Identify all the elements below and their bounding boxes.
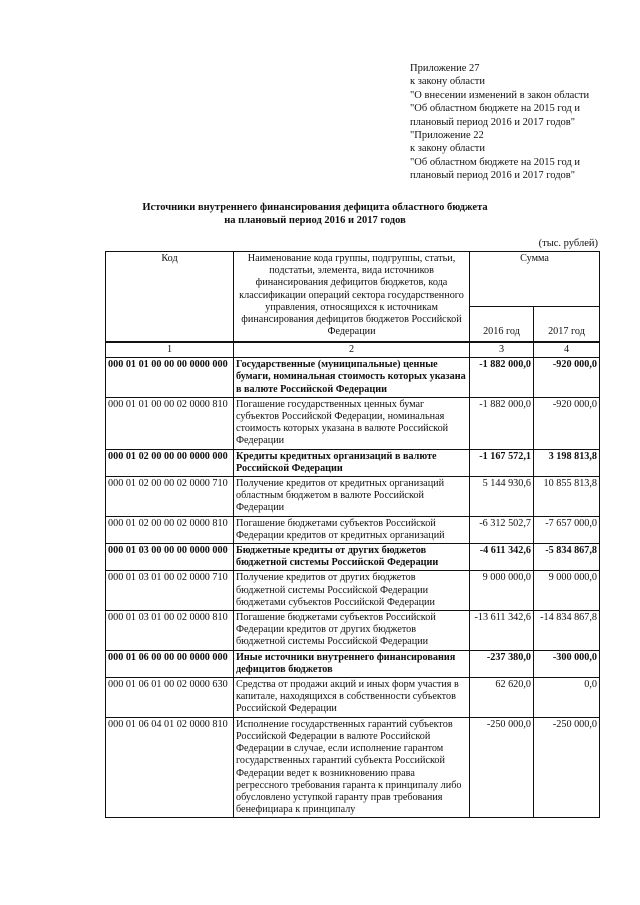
header-year-2017: 2017 год: [534, 307, 600, 343]
row-value-2017: 10 855 813,8: [534, 477, 600, 517]
row-value-2016: -237 380,0: [470, 650, 534, 677]
table-row: [106, 477, 600, 517]
row-value-2016: -6 312 502,7: [470, 516, 534, 543]
row-name: Кредиты кредитных организаций в валюте Российской Федерации: [234, 449, 470, 476]
row-value-2016: -13 611 342,6: [470, 611, 534, 651]
row-code: 000 01 01 00 00 02 0000 810: [106, 397, 234, 449]
row-code: 000 01 03 00 00 00 0000 000: [106, 544, 234, 571]
row-name: Получение кредитов от других бюджетов бюджетной системы Российской Федерации бюджетами субъектов Российской Федерации: [234, 571, 470, 611]
row-name: Бюджетные кредиты от других бюджетов бюджетной системы Российской Федерации: [234, 544, 470, 571]
row-value-2017: 9 000 000,0: [534, 571, 600, 611]
header-sum: Сумма: [470, 252, 600, 307]
appendix-line: "Об областном бюджете на 2015 год и: [410, 103, 581, 115]
row-code: 000 01 01 00 00 00 0000 000: [106, 358, 234, 398]
title-line-1: Источники внутреннего финансирования дефицита областного бюджета: [142, 202, 488, 213]
row-value-2016: -1 167 572,1: [470, 449, 534, 476]
row-value-2017: -7 657 000,0: [534, 516, 600, 543]
units-label: (тыс. рублей): [538, 238, 598, 249]
row-name: Государственные (муниципальные) ценные бумаги, номинальная стоимость которых указана в валюте Российской Федерации: [234, 358, 470, 398]
appendix-line: плановый период 2016 и 2017 годов": [410, 116, 576, 128]
appendix-line: к закону области: [410, 76, 485, 88]
row-code: 000 01 06 01 00 02 0000 630: [106, 678, 234, 718]
row-value-2017: -920 000,0: [534, 358, 600, 398]
row-value-2017: -5 834 867,8: [534, 544, 600, 571]
row-value-2017: -920 000,0: [534, 397, 600, 449]
column-number: 4: [534, 342, 600, 358]
table-row: [106, 397, 600, 449]
appendix-line: к закону области: [410, 143, 485, 155]
row-code: 000 01 06 04 01 02 0000 810: [106, 717, 234, 818]
row-value-2016: -250 000,0: [470, 717, 534, 818]
row-name: Исполнение государственных гарантий субъектов Российской Федерации в валюте Российской Федерации в случае, если исполнение гарантом государственных гарантий субъекта Российской Федерации ведет к возникновению права регрессного требования гаранта к принципалу либо обусловлено уступкой гаранту прав требования бенефициара к принципалу: [234, 717, 470, 818]
document-title: [100, 201, 530, 227]
row-value-2016: -1 882 000,0: [470, 397, 534, 449]
table-row: [106, 544, 600, 571]
table-row: [106, 516, 600, 543]
row-code: 000 01 06 00 00 00 0000 000: [106, 650, 234, 677]
row-name: Погашение государственных ценных бумаг субъектов Российской Федерации, номинальная стоимость которых указана в валюте Российской Федерации: [234, 397, 470, 449]
appendix-line: плановый период 2016 и 2017 годов": [410, 170, 576, 182]
row-name: Иные источники внутреннего финансирования дефицитов бюджетов: [234, 650, 470, 677]
appendix-line: "Об областном бюджете на 2015 год и: [410, 156, 581, 168]
header-name: Наименование кода группы, подгруппы, статьи, подстатьи, элемента, вида источников финансирования дефицитов бюджетов, кода классификации операций сектора государственного управления, относящихся к источникам финансирования дефицитов бюджетов Российской Федерации: [234, 252, 470, 343]
row-code: 000 01 02 00 00 02 0000 810: [106, 516, 234, 543]
table-row: [106, 449, 600, 476]
row-name: Погашение бюджетами субъектов Российской Федерации кредитов от кредитных организаций: [234, 516, 470, 543]
row-value-2017: -250 000,0: [534, 717, 600, 818]
table-row: [106, 678, 600, 718]
table-row: [106, 571, 600, 611]
header-code: Код: [106, 252, 234, 343]
title-line-2: на плановый период 2016 и 2017 годов: [224, 215, 406, 226]
column-number: 3: [470, 342, 534, 358]
row-value-2017: 0,0: [534, 678, 600, 718]
column-number: 1: [106, 342, 234, 358]
row-value-2016: -1 882 000,0: [470, 358, 534, 398]
row-value-2016: 9 000 000,0: [470, 571, 534, 611]
row-name: Средства от продажи акций и иных форм участия в капитале, находящихся в собственности субъектов Российской Федерации: [234, 678, 470, 718]
row-value-2017: -300 000,0: [534, 650, 600, 677]
row-code: 000 01 03 01 00 02 0000 810: [106, 611, 234, 651]
table-row: [106, 717, 600, 818]
table-row: [106, 358, 600, 398]
financing-sources-table: [105, 251, 600, 818]
row-code: 000 01 02 00 00 02 0000 710: [106, 477, 234, 517]
table-header-row: [106, 252, 600, 307]
row-name: Получение кредитов от кредитных организаций областным бюджетом в валюте Российской Федерации: [234, 477, 470, 517]
header-year-2016: 2016 год: [470, 307, 534, 343]
column-number: 2: [234, 342, 470, 358]
table-row: [106, 650, 600, 677]
column-number-row: [106, 342, 600, 358]
row-value-2016: 5 144 930,6: [470, 477, 534, 517]
row-value-2016: 62 620,0: [470, 678, 534, 718]
row-code: 000 01 02 00 00 00 0000 000: [106, 449, 234, 476]
appendix-line: "Приложение 22: [410, 130, 484, 142]
appendix-line: "О внесении изменений в закон области: [410, 89, 590, 101]
row-name: Погашение бюджетами субъектов Российской Федерации кредитов от других бюджетов бюджетной системы Российской Федерации: [234, 611, 470, 651]
row-code: 000 01 03 01 00 02 0000 710: [106, 571, 234, 611]
row-value-2016: -4 611 342,6: [470, 544, 534, 571]
appendix-line: Приложение 27: [410, 63, 480, 74]
table-row: [106, 611, 600, 651]
appendix-note: [410, 62, 630, 183]
row-value-2017: -14 834 867,8: [534, 611, 600, 651]
row-value-2017: 3 198 813,8: [534, 449, 600, 476]
